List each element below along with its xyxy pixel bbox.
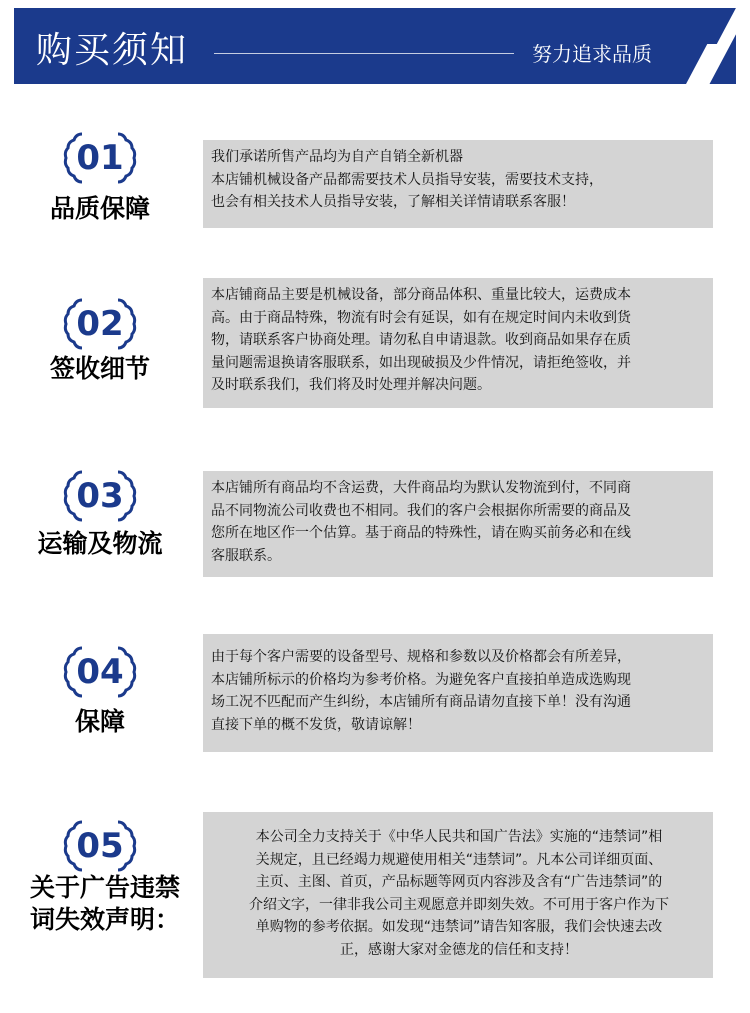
page-title: 购买须知 [36, 30, 189, 71]
text-line: 本店铺所标示的价格均为参考价格。为避免客户直接拍单造成选购现 [211, 671, 631, 688]
banner-stripe-decoration [662, 8, 736, 84]
text-line: 品不同物流公司收费也不相同。我们的客户会根据你所需要的商品及 [211, 502, 631, 519]
section-label [20, 872, 190, 936]
text-line: 本店铺机械设备产品都需要技术人员指导安装，需要技术支持， [211, 171, 603, 188]
header-divider [214, 53, 514, 54]
number-badge [60, 818, 140, 874]
text-line: 场工况不匹配而产生纠纷，本店铺所有商品请勿直接下单！没有沟通 [211, 694, 631, 710]
badge-number: 01 [76, 138, 124, 178]
section-text-box [203, 812, 713, 978]
section-label: 保障 [74, 707, 125, 736]
text-line: 本店铺商品主要是机械设备，部分商品体积、重量比较大，运费成本 [211, 287, 631, 303]
text-line: 物，请联系客户协商处理。请勿私自申请退款。收到商品如果存在质 [211, 332, 631, 348]
text-line: 本公司全力支持关于《中华人民共和国广告法》实施的“违禁词”相 [255, 829, 663, 845]
section-label: 品质保障 [49, 194, 150, 223]
badge-number: 03 [76, 476, 124, 516]
section-text-box [203, 471, 713, 577]
text-line: 量问题需退换请客服联系，如出现破损及少件情况，请拒绝签收，并 [211, 354, 631, 371]
text-line: 及时联系我们，我们将及时处理并解决问题。 [211, 377, 491, 393]
text-line: 介绍文字，一律非我公司主观愿意并即刻失效。不可用于客户作为下 [249, 896, 669, 913]
header-banner [14, 8, 736, 84]
number-badge [60, 130, 140, 186]
badge-number: 04 [76, 652, 124, 692]
number-badge [60, 296, 140, 352]
text-line: 高。由于商品特殊，物流有时会有延误，如有在规定时间内未收到货 [211, 309, 631, 326]
section-label: 签收细节 [49, 354, 150, 383]
text-line: 由于每个客户需要的设备型号、规格和参数以及价格都会有所差异， [211, 649, 631, 665]
text-line: 关规定，且已经竭力规避使用相关“违禁词”。凡本公司详细页面、 [255, 851, 663, 868]
text-line: 您所在地区作一个估算。基于商品的特殊性，请在购买前务必和在线 [211, 525, 631, 541]
section-label-line: 词失效声明： [29, 905, 180, 934]
section-label: 运输及物流 [37, 529, 163, 558]
header-slogan: 努力追求品质 [532, 42, 652, 66]
number-badge [60, 644, 140, 700]
text-line: 也会有相关技术人员指导安装，了解相关详情请联系客服！ [211, 194, 575, 210]
section-label-line: 关于广告违禁 [29, 873, 180, 902]
text-line: 客服联系。 [211, 547, 281, 564]
text-line: 单购物的参考依据。如发现“违禁词”请告知客服，我们会快速去改 [255, 919, 663, 935]
badge-number: 02 [76, 304, 124, 344]
section-text-box [203, 140, 713, 228]
text-line: 我们承诺所售产品均为自产自销全新机器 [211, 149, 463, 165]
text-line: 直接下单的概不发货，敬请谅解！ [211, 716, 421, 733]
text-line: 本店铺所有商品均不含运费，大件商品均为默认发物流到付，不同商 [211, 480, 631, 496]
badge-number: 05 [76, 826, 124, 866]
text-line: 正，感谢大家对金德龙的信任和支持！ [340, 941, 578, 958]
section-text-box [203, 278, 713, 408]
text-line: 主页、主图、首页，产品标题等网页内容涉及含有“广告违禁词”的 [255, 874, 663, 890]
section-text-box [203, 634, 713, 752]
number-badge [60, 468, 140, 524]
